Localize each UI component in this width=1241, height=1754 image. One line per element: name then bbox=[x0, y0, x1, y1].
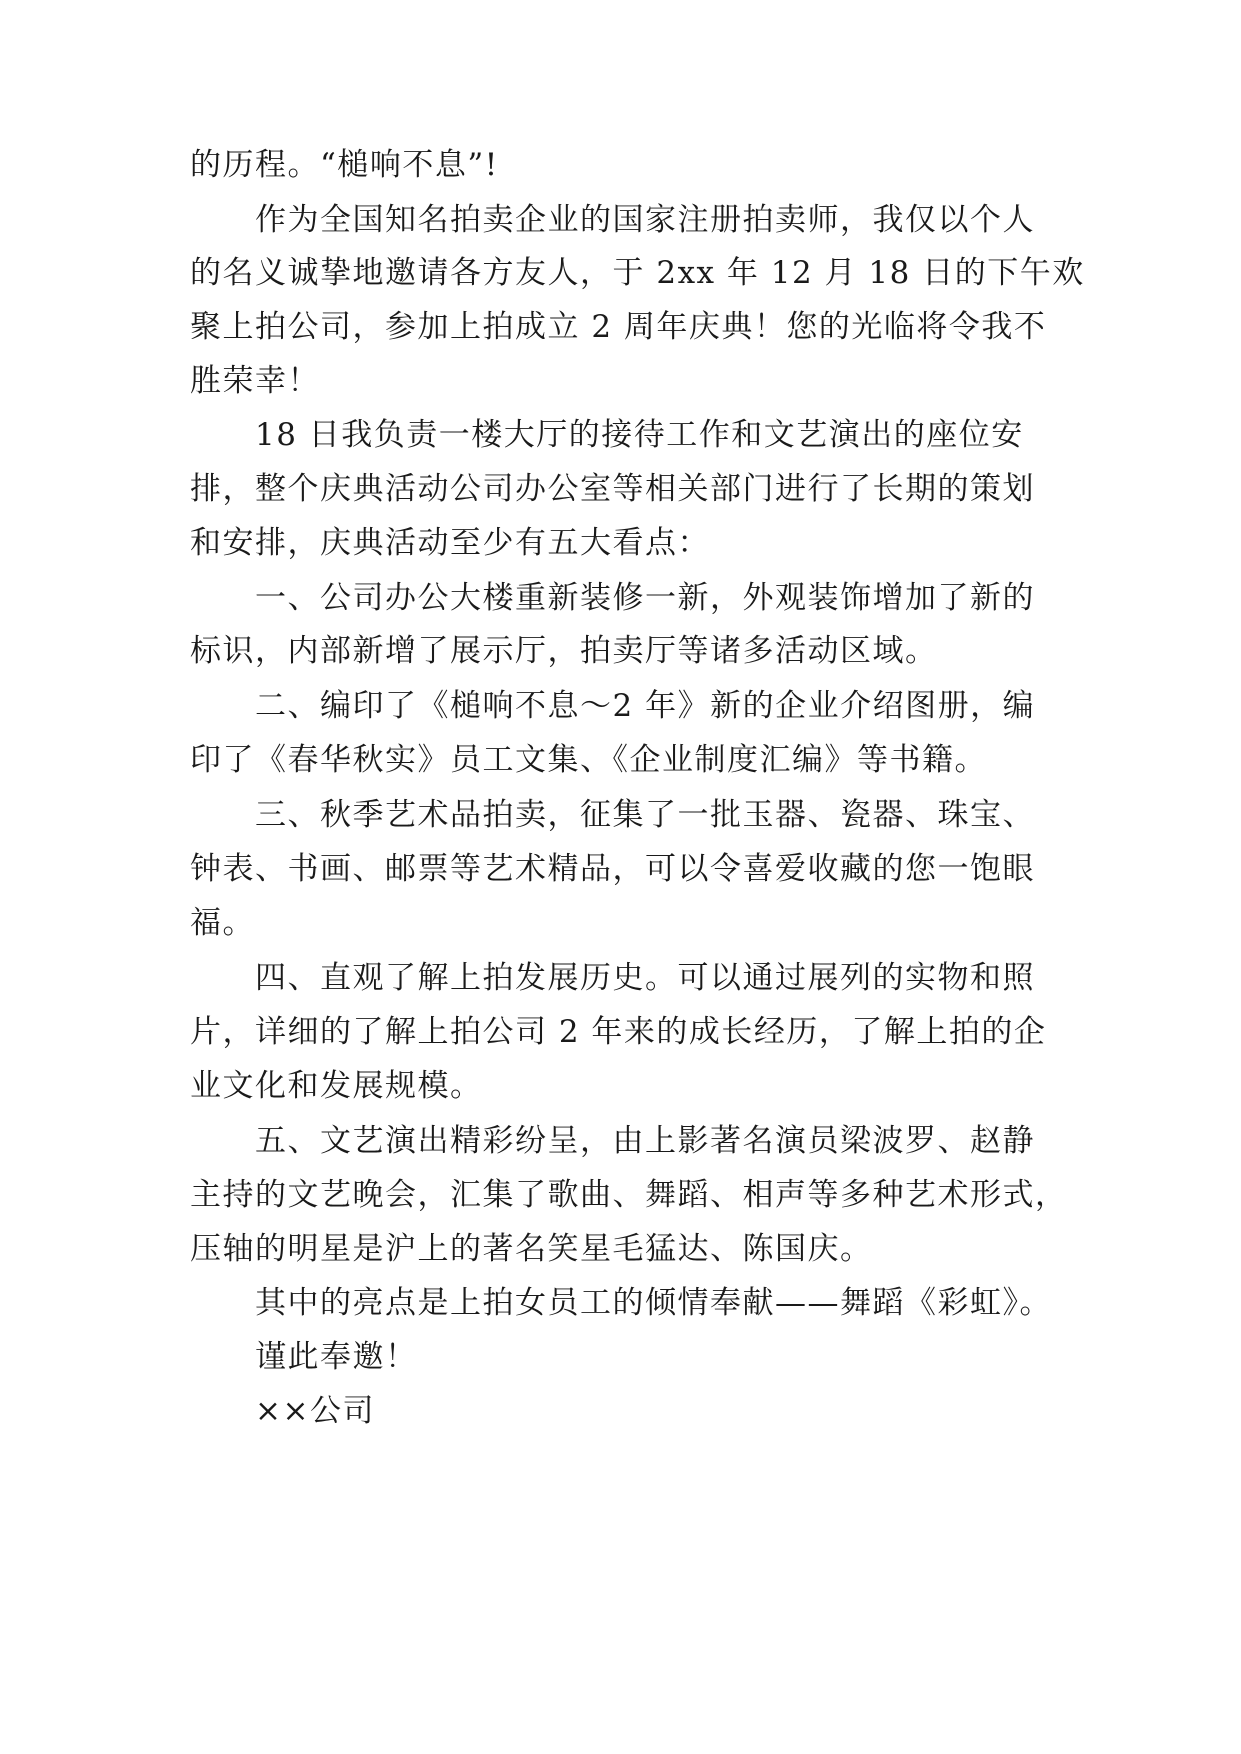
text-line: 四、直观了解上拍发展历史。可以通过展列的实物和照 bbox=[255, 960, 1035, 996]
signature-company: ××公司 bbox=[255, 1393, 375, 1429]
text-line: 二、编印了《槌响不息～2 年》新的企业介绍图册，编 bbox=[255, 688, 1036, 724]
text-line: 压轴的明星是沪上的著名笑星毛猛达、陈国庆。 bbox=[190, 1231, 873, 1267]
text-line: 聚上拍公司，参加上拍成立 2 周年庆典！您的光临将令我不 bbox=[190, 309, 1047, 345]
text-line: 三、秋季艺术品拍卖，征集了一批玉器、瓷器、珠宝、 bbox=[255, 797, 1035, 833]
text-line: 的历程。“槌响不息”! bbox=[190, 147, 499, 183]
text-line: 主持的文艺晚会，汇集了歌曲、舞蹈、相声等多种艺术形式， bbox=[190, 1177, 1068, 1213]
text-line: 业文化和发展规模。 bbox=[190, 1068, 483, 1104]
text-line: 谨此奉邀！ bbox=[255, 1339, 418, 1375]
text-line: 其中的亮点是上拍女员工的倾情奉献——舞蹈《彩虹》。 bbox=[255, 1285, 1052, 1321]
text-line: 福。 bbox=[190, 905, 255, 941]
text-line: 作为全国知名拍卖企业的国家注册拍卖师，我仅以个人 bbox=[255, 202, 1035, 238]
text-line: 一、公司办公大楼重新装修一新，外观装饰增加了新的 bbox=[255, 580, 1035, 616]
text-line: 印了《春华秋实》员工文集、《企业制度汇编》等书籍。 bbox=[190, 742, 987, 778]
text-line: 排，整个庆典活动公司办公室等相关部门进行了长期的策划 bbox=[190, 471, 1035, 507]
text-line: 片，详细的了解上拍公司 2 年来的成长经历，了解上拍的企 bbox=[190, 1014, 1047, 1050]
text-line: 钟表、书画、邮票等艺术精品，可以令喜爱收藏的您一饱眼 bbox=[190, 851, 1035, 887]
text-line: 胜荣幸！ bbox=[190, 363, 320, 399]
text-line: 的名义诚挚地邀请各方友人，于 2xx 年 12 月 18 日的下午欢 bbox=[190, 255, 1085, 291]
text-line: 和安排，庆典活动至少有五大看点： bbox=[190, 525, 710, 561]
text-line: 五、文艺演出精彩纷呈，由上影著名演员梁波罗、赵静 bbox=[255, 1123, 1035, 1159]
text-line: 18 日我负责一楼大厅的接待工作和文艺演出的座位安 bbox=[255, 417, 1024, 453]
text-line: 标识，内部新增了展示厅，拍卖厅等诸多活动区域。 bbox=[190, 633, 938, 669]
